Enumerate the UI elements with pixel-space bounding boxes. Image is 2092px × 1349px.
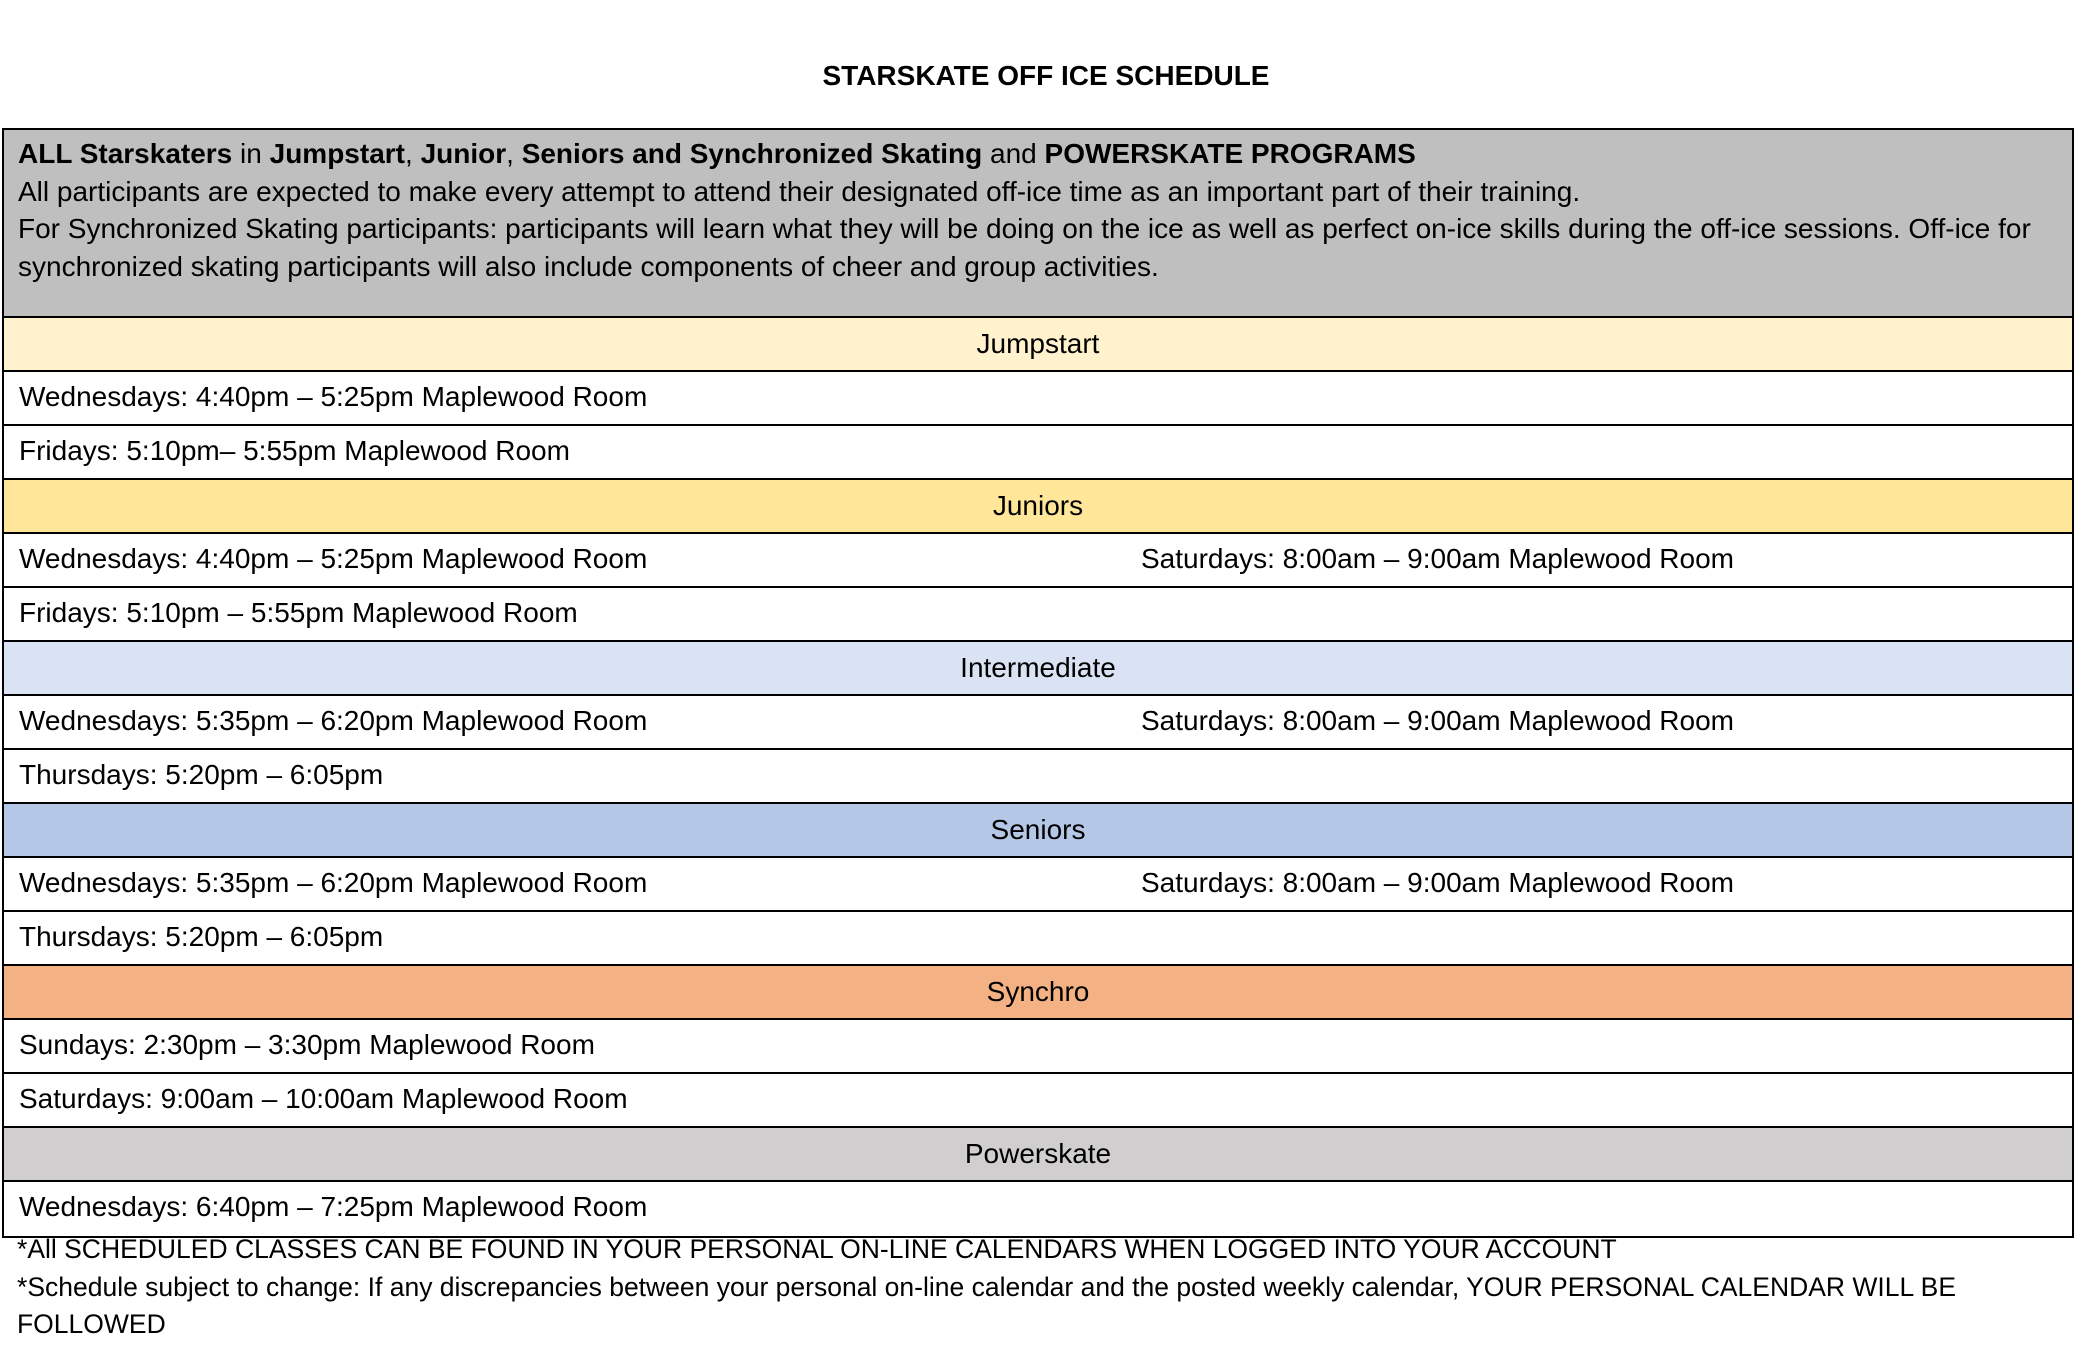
schedule-row: [4, 696, 2072, 750]
schedule-time-left: Fridays: 5:10pm – 5:55pm Maplewood Room: [19, 597, 578, 628]
schedule-time-right: Saturdays: 8:00am – 9:00am Maplewood Room: [1141, 543, 1734, 574]
page-title: STARSKATE OFF ICE SCHEDULE: [822, 60, 1270, 91]
footnote-schedule-change: *Schedule subject to change: If any discrepancies between your personal on-line calendar and the posted weekly calendar, YOUR PERSONAL CALENDAR WILL BE FOLLOWED: [17, 1271, 1957, 1339]
intro-heading-part: Jumpstart: [269, 138, 405, 169]
schedule-time-left: Wednesdays: 4:40pm – 5:25pm Maplewood Room: [19, 543, 648, 574]
schedule-time-left: Thursdays: 5:20pm – 6:05pm: [19, 759, 384, 790]
intro-heading: [18, 135, 2058, 173]
intro-heading-part: Junior: [420, 138, 507, 169]
intro-heading-part: POWERSKATE PROGRAMS: [1044, 138, 1416, 169]
schedule-time-left: Sundays: 2:30pm – 3:30pm Maplewood Room: [19, 1029, 595, 1060]
schedule-row: [4, 750, 2072, 804]
schedule-time-left: Wednesdays: 6:40pm – 7:25pm Maplewood Room: [19, 1191, 648, 1222]
schedule-time-left: Wednesdays: 4:40pm – 5:25pm Maplewood Room: [19, 381, 648, 412]
schedule-time-right: Saturdays: 8:00am – 9:00am Maplewood Room: [1141, 705, 1734, 736]
intro-heading-part: in: [232, 138, 270, 169]
schedule-time-left: Thursdays: 5:20pm – 6:05pm: [19, 921, 384, 952]
schedule-row: [4, 858, 2072, 912]
footnote-calendar: *All SCHEDULED CLASSES CAN BE FOUND IN YOUR PERSONAL ON-LINE CALENDARS WHEN LOGGED INTO YOUR ACCOUNT: [17, 1234, 1617, 1264]
schedule-table: [2, 128, 2074, 1238]
intro-heading-part: ,: [405, 138, 421, 169]
schedule-time-left: Saturdays: 9:00am – 10:00am Maplewood Room: [19, 1083, 628, 1114]
section-header-jumpstart: Jumpstart: [4, 318, 2072, 372]
schedule-row: [4, 1182, 2072, 1236]
schedule-row: [4, 1020, 2072, 1074]
intro-heading-part: ,: [506, 138, 522, 169]
schedule-row: [4, 1074, 2072, 1128]
intro-box: [4, 130, 2072, 318]
footnotes: [17, 1231, 2067, 1344]
schedule-row: [4, 426, 2072, 480]
schedule-row: [4, 534, 2072, 588]
intro-heading-part: and: [982, 138, 1045, 169]
section-header-juniors: Juniors: [4, 480, 2072, 534]
section-header-synchro: Synchro: [4, 966, 2072, 1020]
intro-synchro-text: For Synchronized Skating participants: participants will learn what they will be doing on the ice as well as perfect on-ice skills during the off-ice sessions. Off-ice for synchronized skating participants will also include components of cheer and group activities.: [18, 213, 2031, 282]
intro-attendance-text: All participants are expected to make every attempt to attend their designated off-ice time as an important part of their training.: [18, 175, 1581, 207]
intro-heading-part: ALL Starskaters: [18, 138, 233, 169]
schedule-row: [4, 588, 2072, 642]
schedule-row: [4, 372, 2072, 426]
schedule-row: [4, 912, 2072, 966]
section-header-intermediate: Intermediate: [4, 642, 2072, 696]
schedule-time-left: Wednesdays: 5:35pm – 6:20pm Maplewood Room: [19, 867, 648, 898]
sections-container: [4, 318, 2072, 1236]
schedule-time-left: Wednesdays: 5:35pm – 6:20pm Maplewood Room: [19, 705, 648, 736]
intro-heading-part: Seniors and Synchronized Skating: [521, 138, 983, 169]
section-header-seniors: Seniors: [4, 804, 2072, 858]
schedule-time-right: Saturdays: 8:00am – 9:00am Maplewood Room: [1141, 867, 1734, 898]
section-header-powerskate: Powerskate: [4, 1128, 2072, 1182]
schedule-time-left: Fridays: 5:10pm– 5:55pm Maplewood Room: [19, 435, 570, 466]
